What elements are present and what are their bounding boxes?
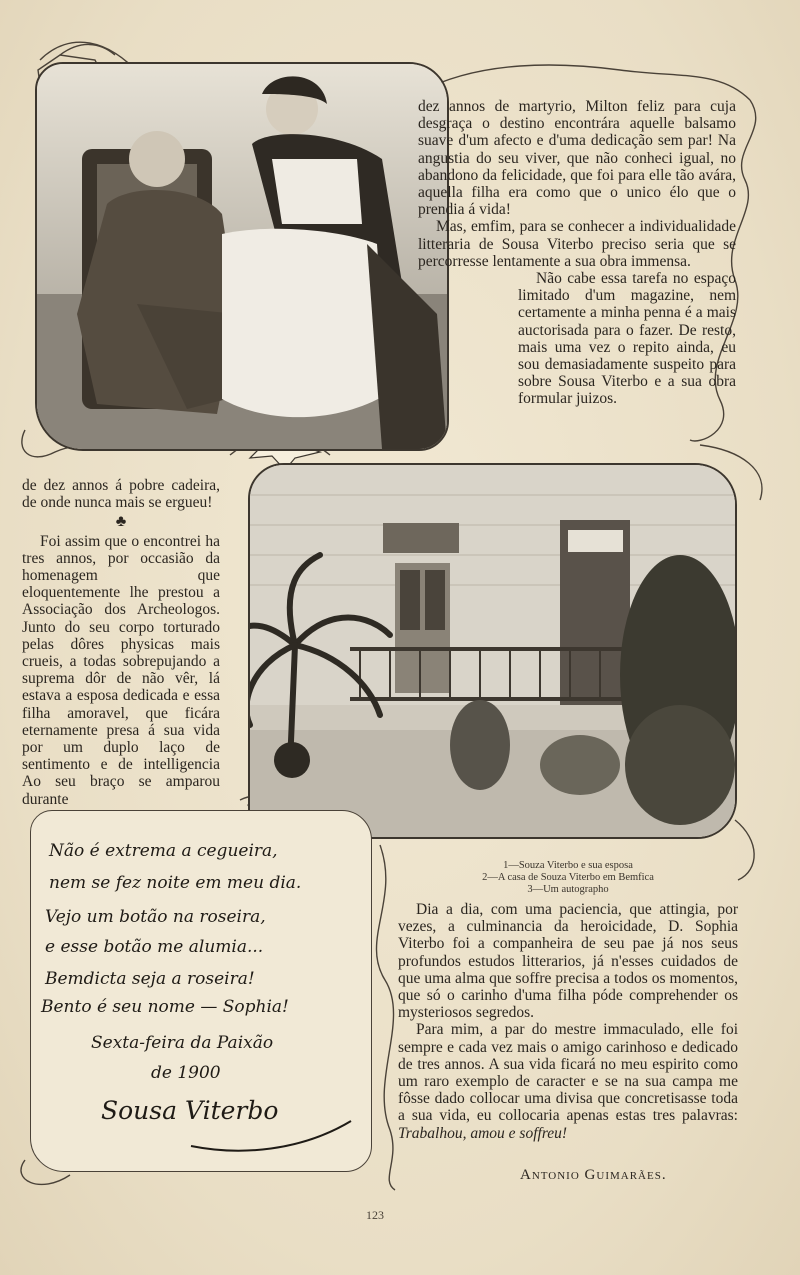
page-number: 123: [366, 1208, 384, 1222]
article-column-bottom-right: [398, 901, 738, 1142]
autograph-line: Bemdicta seja a roseira!: [45, 969, 255, 989]
paragraph: de dez annos á pobre cadeira, de onde nunca mais se ergueu!: [22, 477, 220, 512]
autograph-line: de 1900: [151, 1063, 221, 1083]
signature-flourish: [181, 1111, 361, 1161]
author-signature: Antonio Guimarães.: [520, 1167, 667, 1183]
caption-line: 3—Um autographo: [527, 884, 609, 895]
photo-house-in-bemfica: [248, 463, 737, 839]
club-ornament-icon: ♣: [115, 513, 127, 531]
paragraph: Dia a dia, com uma paciencia, que attingia, por vezes, a culminancia da heroicidade, D. Sophia Viterbo foi a companheira de seu pae já nos seus profundos estudos litterarios, já n'esses cuidados de que uma alma que soffre precisa a todos os momentos, que só o carinho d'uma filha póde comprehender os mysteriosos segredos.: [398, 901, 738, 1022]
autograph-line: e esse botão me alumia...: [45, 937, 264, 957]
article-column-top-right: [418, 98, 736, 408]
motto: Trabalhou, amou e soffreu!: [398, 1124, 568, 1142]
paragraph-text: Para mim, a par do mestre immaculado, elle foi sempre e cada vez mais o amigo carinhoso e dedicado de tres annos. A sua vida ficará no meu espirito como um raro exemplo de caracter e se na sua campa me fôsse dado collocar uma divisa que concretisasse toda a sua vida, eu collocaria apenas estas tres palavras:: [398, 1021, 738, 1125]
photo-souza-viterbo-and-wife: [35, 62, 449, 451]
signature: Sousa Viterbo: [101, 1096, 279, 1125]
caption-line: 1—Souza Viterbo e sua esposa: [503, 860, 633, 871]
paragraph: Mas, emfim, para se conhecer a individualidade litteraria de Sousa Viterbo preciso seria que se percorresse lentamente a sua obra immensa.: [418, 218, 736, 270]
autograph-line: nem se fez noite em meu dia.: [49, 873, 302, 893]
autograph-line: Bento é seu nome — Sophia!: [41, 997, 289, 1017]
autograph-line: Sexta-feira da Paixão: [91, 1033, 274, 1053]
autograph-manuscript: [30, 810, 372, 1172]
paragraph: Foi assim que o encontrei ha tres annos, por occasião da homenagem que eloquentemente lhe prestou a Associação dos Archeologos. Junto do seu corpo torturado pelas dôres physicas mais crueis, a todas sobrepujando a suprema dôr de não vêr, lá estava a esposa dedicada e essa filha amoravel, que ficára eternamente presa á sua vida por um duplo laço de sentimento e de intelligencia Ao seu braço se amparou durante: [22, 532, 220, 808]
autograph-line: Vejo um botão na roseira,: [45, 907, 266, 927]
autograph-line: Não é extrema a cegueira,: [49, 841, 278, 861]
article-column-left: [22, 477, 220, 808]
paragraph: Não cabe essa tarefa no espaço limitado d'um magazine, nem certamente a minha penna é a mais auctorisada para o fazer. De resto, mais uma vez o repito ainda, eu sou demasiadamente suspeito para sobre Sousa Viterbo e a sua obra formular juizos.: [518, 270, 736, 408]
caption-line: 2—A casa de Souza Viterbo em Bemfica: [482, 872, 654, 883]
photo-captions: [398, 860, 738, 896]
paragraph: dez annos de martyrio, Milton feliz para cuja desgraça o destino encontrára aquelle balsamo suave d'um afecto e d'uma dedicação sem par! Na angustia do seu viver, que não conheci igual, no abandono da felicidade, que foi para elle tão avára, aquella filha era como que o unico élo que o prendia á vida!: [418, 98, 736, 219]
paragraph: [398, 1021, 738, 1141]
